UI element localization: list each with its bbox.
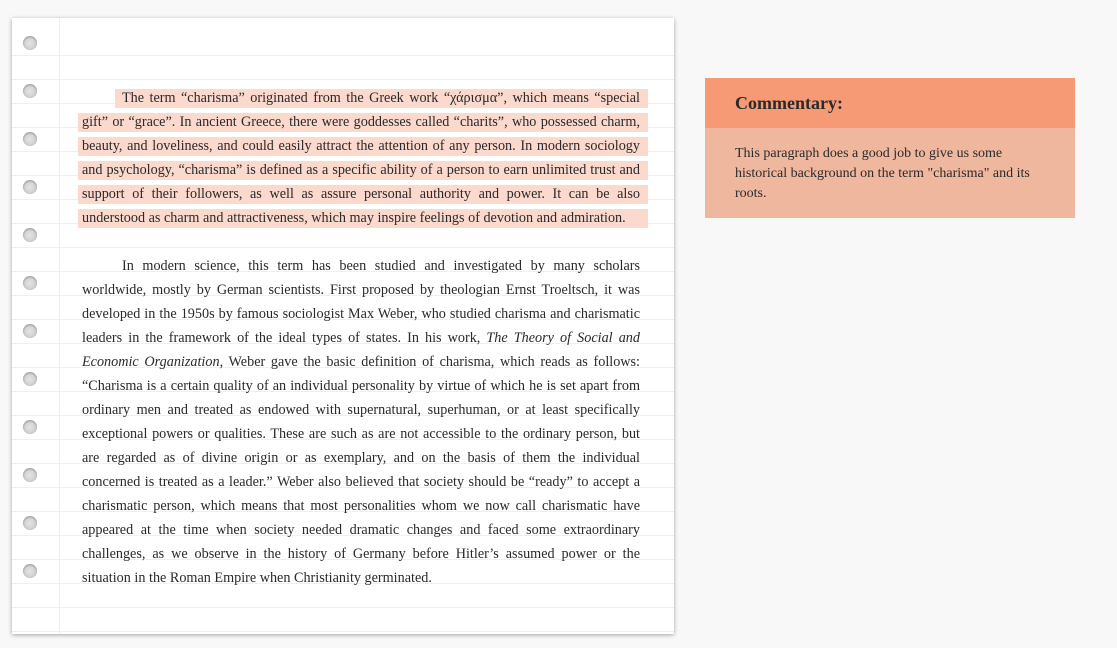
binder-hole-icon (23, 324, 37, 338)
binder-hole-icon (23, 564, 37, 578)
binder-hole-icon (23, 180, 37, 194)
commentary-box (705, 78, 1075, 218)
binder-hole-icon (23, 84, 37, 98)
binder-hole-icon (23, 420, 37, 434)
highlighted-paragraph[interactable] (82, 86, 640, 230)
paragraph-1-text: The term “charisma” originated from the Greek work “χάρισμα”, which means “special gift” or “grace”. In ancient Greece, there were goddesses called “charits”, who possessed charm, beauty, and loveliness, and could easily attract the attention of any person. In modern sociology and psychology, “charisma” is defined as a specific ability of a person to earn unlimited trust and support of their followers, as well as assure personal authority and power. It can be also understood as charm and attractiveness, which may inspire feelings of devotion and admiration. (82, 90, 640, 226)
paragraph-2 (82, 254, 640, 590)
commentary-text: This paragraph does a good job to give us some historical background on the term "charisma" and its roots. (735, 146, 1030, 201)
essay-paper (12, 18, 674, 634)
binder-hole-icon (23, 468, 37, 482)
binder-hole-icon (23, 276, 37, 290)
essay-text (82, 86, 640, 590)
commentary-title: Commentary: (705, 78, 1075, 128)
binder-hole-icon (23, 516, 37, 530)
paragraph-2-part-1: In modern science, this term has been studied and investigated by many scholars worldwide, mostly by German scientists. First proposed by theologian Ernst Troeltsch, it was developed in the 1950s by famous sociologist Max Weber, who studied charisma and charismatic leaders in the framework of the ideal types of states. In his work, (82, 258, 640, 346)
paper-margin-line (59, 18, 60, 634)
book-title: The Theory of Social and Economic Organization (82, 330, 640, 370)
binder-hole-icon (23, 132, 37, 146)
binder-hole-icon (23, 372, 37, 386)
paragraph-2-part-2: , Weber gave the basic definition of charisma, which reads as follows: “Charisma is a certain quality of an individual personality by virtue of which he is set apart from ordinary men and treated as endowed with supernatural, superhuman, or at least specifically exceptional powers or qualities. These are such as are not accessible to the ordinary person, but are regarded as of divine origin or as exemplary, and on the basis of them the individual concerned is treated as a leader.” Weber also believed that society should be “ready” to accept a charismatic person, which means that most personalities whom we now call charismatic have appeared at the time when society needed dramatic changes and faced some extraordinary challenges, as we observe in the history of Germany before Hitler’s assumed power or the situation in the Roman Empire when Christianity germinated. (82, 354, 640, 586)
binder-hole-icon (23, 36, 37, 50)
binder-hole-icon (23, 228, 37, 242)
